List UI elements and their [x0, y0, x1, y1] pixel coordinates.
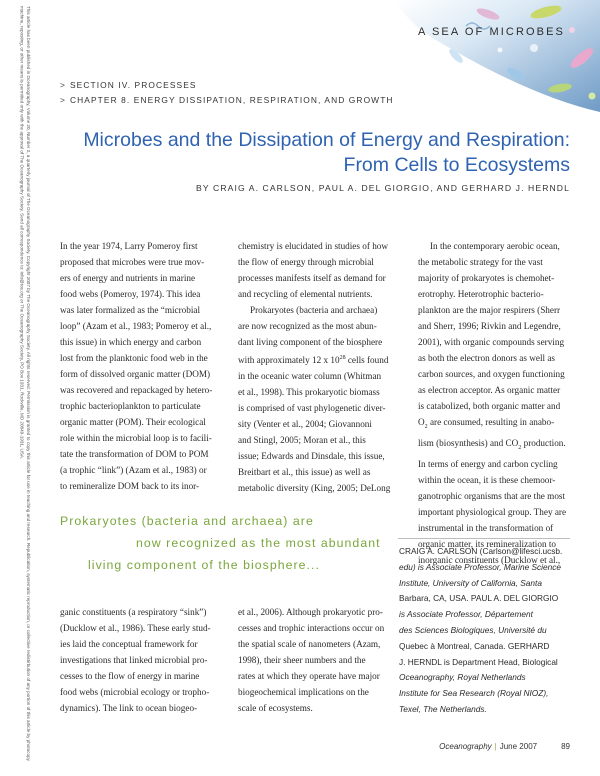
text-line: as both the electron donors as well as: [418, 353, 556, 363]
text-line: was recovered and repackaged by hetero-: [60, 385, 213, 395]
text-line: Breitbart et al., this issue) as well as: [238, 467, 371, 478]
bio-line: J. HERNDL is Department Head, Biological: [399, 656, 558, 667]
bio-line: [399, 686, 571, 702]
text-line: organic matter (POM). Their ecological: [60, 417, 206, 427]
series-title: A SEA OF MICROBES: [418, 26, 565, 38]
text-run: lism (biosynthesis) and CO: [418, 437, 519, 448]
bio-line: Quebec à Montreal, Canada. GERHARD: [399, 640, 550, 651]
text-line: biogeochemical implications on the: [238, 687, 369, 697]
text-run: O: [418, 417, 425, 427]
text-line: to remineralize DOM back to its inor-: [60, 481, 200, 491]
chapter-label: CHAPTER 8. ENERGY DISSIPATION, RESPIRATION, AND GROWTH: [70, 95, 394, 105]
bio-text: Texel, The Netherlands.: [399, 703, 487, 714]
text-line: (Ducklow et al., 1986). These early stud-: [60, 623, 211, 633]
bio-line: CRAIG A. CARLSON (Carlson@lifesci.ucsb.: [399, 546, 563, 556]
text-line: inorganic constituents (Ducklow et al.,: [418, 554, 561, 565]
text-line: scale of ecosystems.: [238, 703, 313, 713]
pull-quote-line: now recognized as the most abundant: [136, 536, 381, 550]
bio-text: des Sciences Biologiques, Université du: [399, 624, 547, 635]
text-line: majority of prokaryotes is chemohet-: [418, 273, 555, 283]
text-line: ers of energy and nutrients in marine: [60, 273, 196, 283]
column-2-continued: [238, 604, 388, 716]
text-run: cells found: [345, 355, 389, 366]
bio-text: Institute for Sea Research (Royal NIOZ),: [399, 688, 549, 699]
title-line-2: From Cells to Ecosystems: [343, 154, 570, 176]
bio-line: [399, 670, 571, 686]
text-line: was later formalized as the “microbial: [60, 305, 201, 315]
copyright-strip: [3, 6, 31, 770]
text-line: form of dissolved organic matter (DOM): [60, 369, 211, 379]
text-line: erotrophy. Heterotrophic bacterio-: [418, 289, 544, 299]
text-line: carbon sources, and oxygen functioning: [418, 369, 565, 379]
bio-text: is Associate Professor, Département: [399, 609, 533, 620]
text-line: ganotrophic organisms that are the most: [418, 490, 566, 501]
text-line: loop” (Azam et al., 1983; Pomeroy et al.,: [60, 321, 212, 331]
text-line: the spatial scale of nanometers (Azam,: [238, 639, 381, 649]
text-run: with approximately 12 x 10: [238, 355, 340, 366]
text-line: [418, 435, 568, 456]
text-line: role within the microbial loop is to facili-: [60, 433, 212, 443]
text-line: et al., 2006). Although prokaryotic pro-: [238, 607, 383, 617]
section-label: SECTION IV. PROCESSES: [70, 80, 197, 90]
text-line: important physiological group. They are: [418, 506, 567, 517]
text-line: In the contemporary aerobic ocean,: [430, 241, 560, 251]
text-line: [238, 350, 388, 368]
bio-text: edu) is Associate Professor, Marine Science: [399, 561, 562, 572]
section-breadcrumb: [60, 78, 394, 108]
text-line: issue; Edwards and Dinsdale, this issue,: [238, 451, 385, 462]
issue-date: June 2007: [499, 742, 538, 751]
text-line: dant living component of the biosphere: [238, 337, 383, 347]
bio-line: [399, 607, 571, 623]
text-line: food webs (microbial ecology or tropho-: [60, 687, 210, 697]
text-line: tate the transformation of DOM to POM: [60, 449, 209, 459]
page-number: 89: [561, 742, 570, 751]
text-line: et al., 1998). This prokaryotic biomass: [238, 387, 380, 398]
text-line: lost from the planktonic food web in the: [60, 353, 208, 363]
page-footer: [400, 742, 570, 751]
microbe-illustration: [396, 0, 600, 112]
pull-quote: [60, 510, 390, 576]
copyright-text: This article has been published in Oceanography, Volume 20, Number 2, a quarterly journal of The Oceanography Society. Copyright 2007 by The Oceanography Society. All rights reserved. Permission is granted to copy this article for use in teaching and research. Republication, systematic reproduction, or collective redistirbution of any portion of this article by photocopy machine, reposting, or other means is permitted only with the approval of The Oceanography Society. Send all correspondence to: info@tos.org or The Oceanography Society, PO Box 1931, Rockville, MD 20849-1931, USA.: [19, 6, 31, 761]
bio-line: [399, 702, 571, 718]
bio-divider: [398, 538, 570, 539]
bio-text: Institute, University of California, Santa: [399, 577, 542, 588]
text-line: organic matter, its remineralization to: [418, 538, 556, 549]
text-line: ganic constituents (a respiratory “sink”): [60, 607, 207, 617]
text-line: are now recognized as the most abun-: [238, 321, 377, 331]
bio-text: Oceanography, Royal Netherlands: [399, 672, 526, 683]
bio-line: [399, 623, 571, 639]
text-line: this issue) in which energy and carbon: [60, 337, 202, 347]
bio-line: [399, 576, 571, 592]
text-line: as electron acceptor. As organic matter: [418, 385, 561, 395]
text-run: production.: [521, 437, 566, 448]
text-line: cesses to the flow of energy in marine: [60, 671, 200, 681]
text-line: instrumental in the transformation of: [418, 522, 554, 533]
text-line: and Sherr, 1996; Rivkin and Legendre,: [418, 321, 561, 331]
article-title: [60, 128, 570, 178]
text-line: is catabolized, both organic matter and: [418, 401, 561, 411]
column-2: [238, 238, 391, 496]
text-line: the metabolic strategy for the vast: [418, 257, 543, 267]
subscript: 2: [424, 423, 428, 430]
text-line: and recycling of elemental nutrients.: [238, 289, 373, 299]
text-line: proposed that microbes were true mov-: [60, 257, 205, 267]
text-line: In the year 1974, Larry Pomeroy first: [60, 241, 198, 251]
bio-line: [399, 560, 571, 576]
text-line: (a trophic “link”) (Azam et al., 1983) or: [60, 465, 207, 475]
text-line: metabolic diversity (King, 2005; DeLong: [238, 483, 391, 494]
column-1: [60, 238, 213, 494]
column-3: [418, 238, 568, 568]
text-line: cesses and trophic interactions occur on: [238, 623, 385, 633]
text-line: ies laid the conceptual framework for: [60, 639, 198, 649]
title-line-1: Microbes and the Dissipation of Energy and Respiration:: [83, 129, 570, 151]
text-line: and Stingl, 2005; Moran et al., this: [238, 435, 366, 446]
text-line: dynamics). The link to ocean biogeo-: [60, 703, 198, 713]
chapter-line: > CHAPTER 8. ENERGY DISSIPATION, RESPIRATION, AND GROWTH: [60, 95, 394, 105]
author-bios: [399, 544, 571, 718]
column-1-continued: [60, 604, 220, 716]
byline: BY CRAIG A. CARLSON, PAUL A. DEL GIORGIO, AND GERHARD J. HERNDL: [196, 183, 570, 193]
text-line: investigations that linked microbial pro-: [60, 655, 208, 665]
text-line: food webs (Pomeroy, 1974). This idea: [60, 289, 201, 299]
text-line: rates at which they operate have major: [238, 671, 380, 681]
text-line: [418, 414, 568, 435]
text-line: within the ocean, it is these chemoor-: [418, 474, 556, 485]
text-line: is comprised of vast phylogenetic diver-: [238, 403, 386, 414]
bio-line: Barbara, CA, USA. PAUL A. DEL GIORGIO: [399, 593, 559, 604]
text-line: 1998), their sheer numbers and the: [238, 655, 366, 665]
journal-name: Oceanography: [439, 742, 492, 751]
text-line: chemistry is elucidated in studies of how: [238, 241, 389, 251]
text-line: the flow of energy through microbial: [238, 257, 374, 267]
text-line: processes manifests itself as demand for: [238, 273, 386, 283]
pull-quote-line: Prokaryotes (bacteria and archaea) are: [60, 514, 314, 528]
text-line: in the oceanic water column (Whitman: [238, 371, 382, 382]
footer-separator: |: [494, 742, 497, 751]
text-line: Prokaryotes (bacteria and archaea): [250, 305, 378, 315]
subscript: 2: [518, 444, 522, 451]
text-line: 2001), with organic compounds serving: [418, 337, 565, 347]
pull-quote-line: living component of the biosphere...: [88, 558, 320, 572]
exponent: 28: [339, 355, 346, 361]
section-line: > SECTION IV. PROCESSES: [60, 80, 197, 90]
microbe-banner: [396, 0, 600, 112]
text-line: plankton are the major respirers (Sherr: [418, 305, 561, 315]
text-run: are consumed, resulting in anabo-: [427, 417, 555, 427]
text-line: trophic bacterioplankton to particulate: [60, 401, 201, 411]
text-line: sity (Venter et al., 2004; Giovannoni: [238, 419, 372, 430]
text-line: In terms of energy and carbon cycling: [418, 458, 558, 469]
